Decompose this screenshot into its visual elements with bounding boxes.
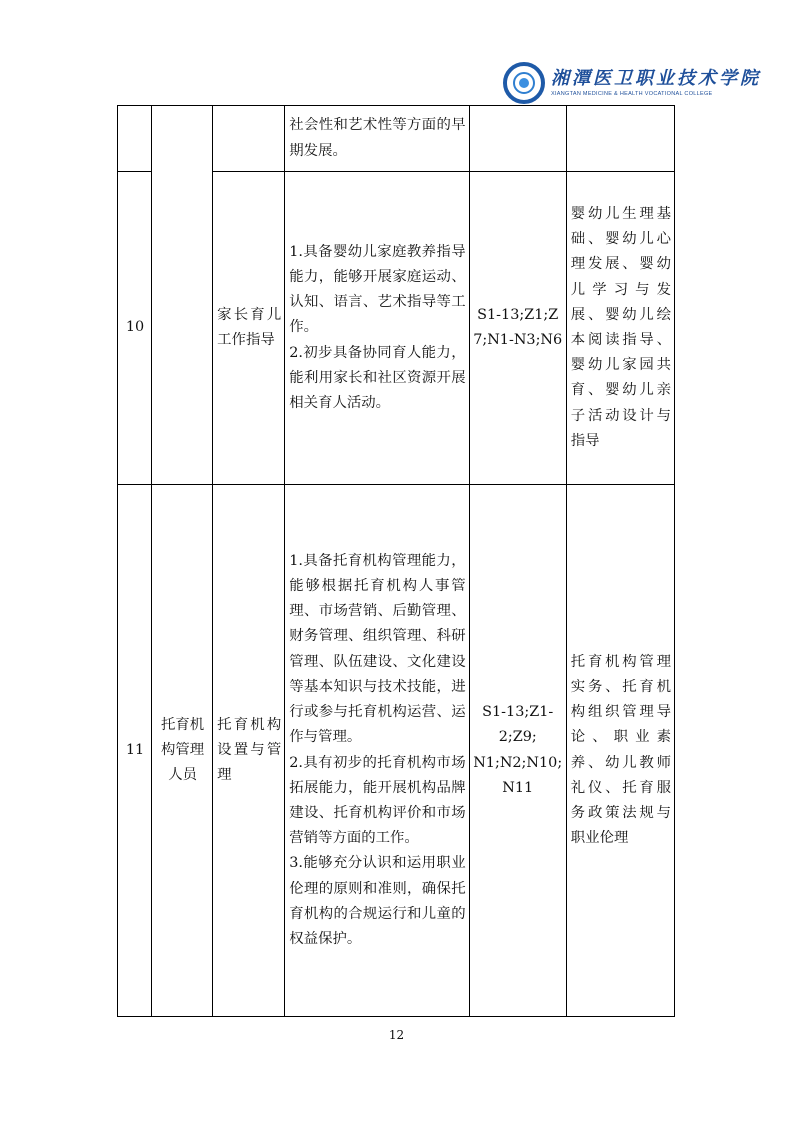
codes-cell [469,106,566,172]
module-cell: 托育机构设置与管理 [213,485,285,1017]
row-number-cell [118,106,152,172]
codes-cell [469,485,566,1017]
college-logo [503,62,761,104]
curriculum-table [117,105,675,1017]
courses-text: 婴幼儿生理基础、婴幼儿心理发展、婴幼儿学习与发展、婴幼儿绘本阅读指导、婴幼儿家园共育、婴幼儿亲子活动设计与指导 [570,205,671,449]
logo-chinese-name: 湘潭医卫职业技术学院 [551,68,761,89]
courses-cell [566,172,674,485]
college-seal-icon [503,62,545,104]
row-number-cell: 10 [118,172,152,485]
requirement-item: 1.具备托育机构管理能力，能够根据托育机构人事管理、市场营销、后勤管理、财务管理、组织管理、科研管理、队伍建设、文化建设等基本知识与技术技能，进行或参与托育机构运营、运作与管理。 [289,552,466,746]
codes-text: S1-13;Z1-2;Z9; N1;N2;N10; N11 [473,704,563,796]
codes-cell [469,172,566,485]
requirement-item: 1.具备婴幼儿家庭教养指导能力，能够开展家庭运动、认知、语言、艺术指导等工作。 [289,243,466,336]
requirements-cell [285,106,469,172]
module-cell [213,106,285,172]
requirement-item: 2.具有初步的托育机构市场拓展能力，能开展机构品牌建设、托育机构评价和市场营销等方面的工作。 [289,754,466,847]
codes-text: S1-13;Z1;Z7;N1-N3;N6 [473,306,563,348]
requirement-item: 3.能够充分认识和运用职业伦理的原则和准则，确保托育机构的合规运行和儿童的权益保护。 [289,855,466,947]
table-row [118,106,675,172]
module-cell: 家长育儿工作指导 [213,172,285,485]
requirements-cell [285,172,469,485]
job-cell [152,106,213,485]
logo-english-name: XIANGTAN MEDICINE & HEALTH VOCATIONAL COLLEGE [551,91,713,97]
requirement-text: 社会性和艺术性等方面的早期发展。 [289,117,466,159]
requirement-item: 2.初步具备协同育人能力，能利用家长和社区资源开展相关育人活动。 [289,344,466,411]
job-cell: 托育机构管理人员 [152,485,213,1017]
table-row [118,485,675,1017]
page-number: 12 [388,1028,405,1042]
row-number-cell: 11 [118,485,152,1017]
requirements-cell [285,485,469,1017]
courses-text: 托育机构管理实务、托育机构组织管理导论、职业素养、幼儿教师礼仪、托育服务政策法规与职业伦理 [570,653,671,847]
courses-cell [566,485,674,1017]
courses-cell [566,106,674,172]
